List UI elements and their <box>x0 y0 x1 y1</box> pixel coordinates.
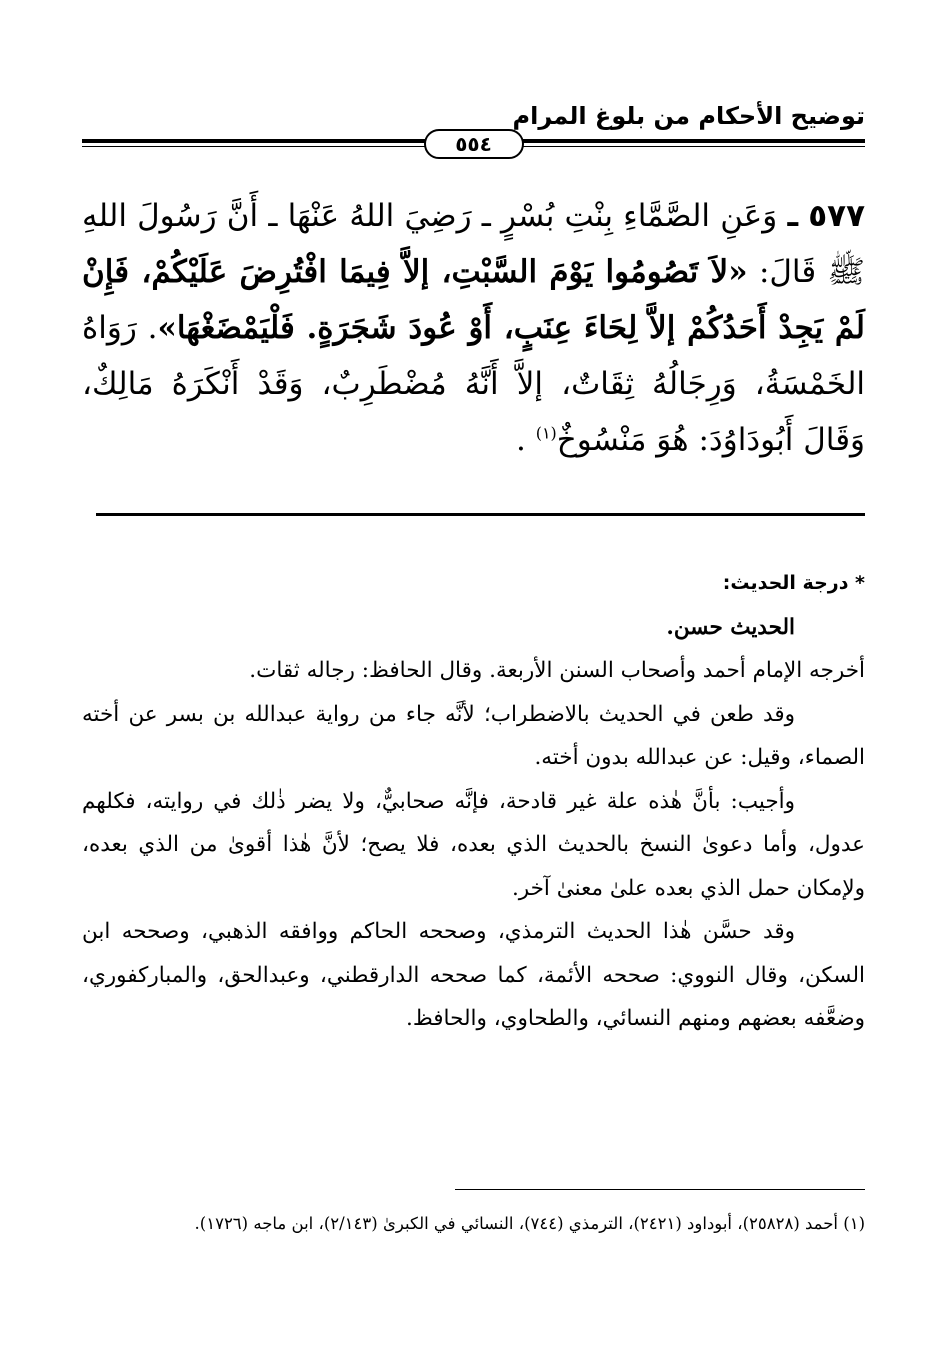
hadith-intro: وَعَنِ الصَّمَّاءِ بِنْتِ بُسْرٍ ـ رَضِيَ اللهُ عَنْهَا ـ أَنَّ رَسُولَ اللهِ ﷺ قَالَ: <box>82 198 865 290</box>
page-number: ٥٥٤ <box>424 129 524 159</box>
hadith-grade: الحديث حسن. <box>666 614 795 640</box>
hadith-end: . <box>515 422 526 458</box>
hadith-number: ٥٧٧ <box>808 198 865 234</box>
hadith-number-dash: ـ <box>787 198 799 234</box>
hadith-rest: . رَوَاهُ الخَمْسَةُ، وَرِجَالُهُ ثِقَاتٌ، إلاَّ أَنَّهُ مُضْطَرِبٌ، وَقَدْ أَنْكَرَهُ مَالِكٌ، وَقَالَ أَبُودَاوُدَ: هُوَ مَنْسُوخٌ <box>82 310 865 458</box>
running-title: توضيح الأحكام من بلوغ المرام <box>512 102 865 130</box>
paragraph: وقد طعن في الحديث بالاضطراب؛ لأنَّه جاء من رواية عبدالله بن بسر عن أخته الصماء، وقيل: عن عبدالله بدون أخته. <box>82 701 865 770</box>
footnote-rule <box>455 1189 865 1190</box>
hadith-text <box>82 188 865 468</box>
footnote-reference: (١) <box>535 423 557 443</box>
section-heading: * درجة الحديث: <box>722 572 865 594</box>
footnote: (١) أحمد (٢٥٨٢٨)، أبوداود (٢٤٢١)، الترمذي (٧٤٤)، النسائي في الكبرىٰ (٢/١٤٣)، ابن ماجه (١٧٢٦). <box>194 1214 865 1233</box>
paragraph: وأجيب: بأنَّ هٰذه علة غير قادحة، فإنَّه صحابيٌّ، ولا يضر ذٰلك في روايته، فكلهم عدول، وأما دعوىٰ النسخ بالحديث الذي بعده، فلا يصح؛ لأنَّ هٰذا أقوىٰ من الذي بعده، ولإمكان حمل الذي بعده علىٰ معنىٰ آخر. <box>82 788 865 901</box>
hadith-quote: «لاَ تَصُومُوا يَوْمَ السَّبْتِ، إلاَّ فِيمَا افْتُرِضَ عَلَيْكُمْ، فَإِنْ لَمْ يَجِدْ أَحَدُكُمْ إلاَّ لِحَاءَ عِنَبٍ، أَوْ عُودَ شَجَرَةٍ. فَلْيَمْضَغْهَا» <box>82 254 865 346</box>
commentary <box>82 562 865 1041</box>
paragraph: أخرجه الإمام أحمد وأصحاب السنن الأربعة. وقال الحافظ: رجاله ثقات. <box>249 658 865 683</box>
section-rule <box>96 513 865 516</box>
book-page <box>82 0 865 1371</box>
paragraph: وقد حسَّن هٰذا الحديث الترمذي، وصححه الحاكم ووافقه الذهبي، وصححه ابن السكن، وقال النووي: صححه الأئمة، كما صححه الدارقطني، وعبدالحق، والمباركفوري، وضعَّفه بعضهم ومنهم النسائي، والطحاوي، والحافظ. <box>82 919 865 1031</box>
